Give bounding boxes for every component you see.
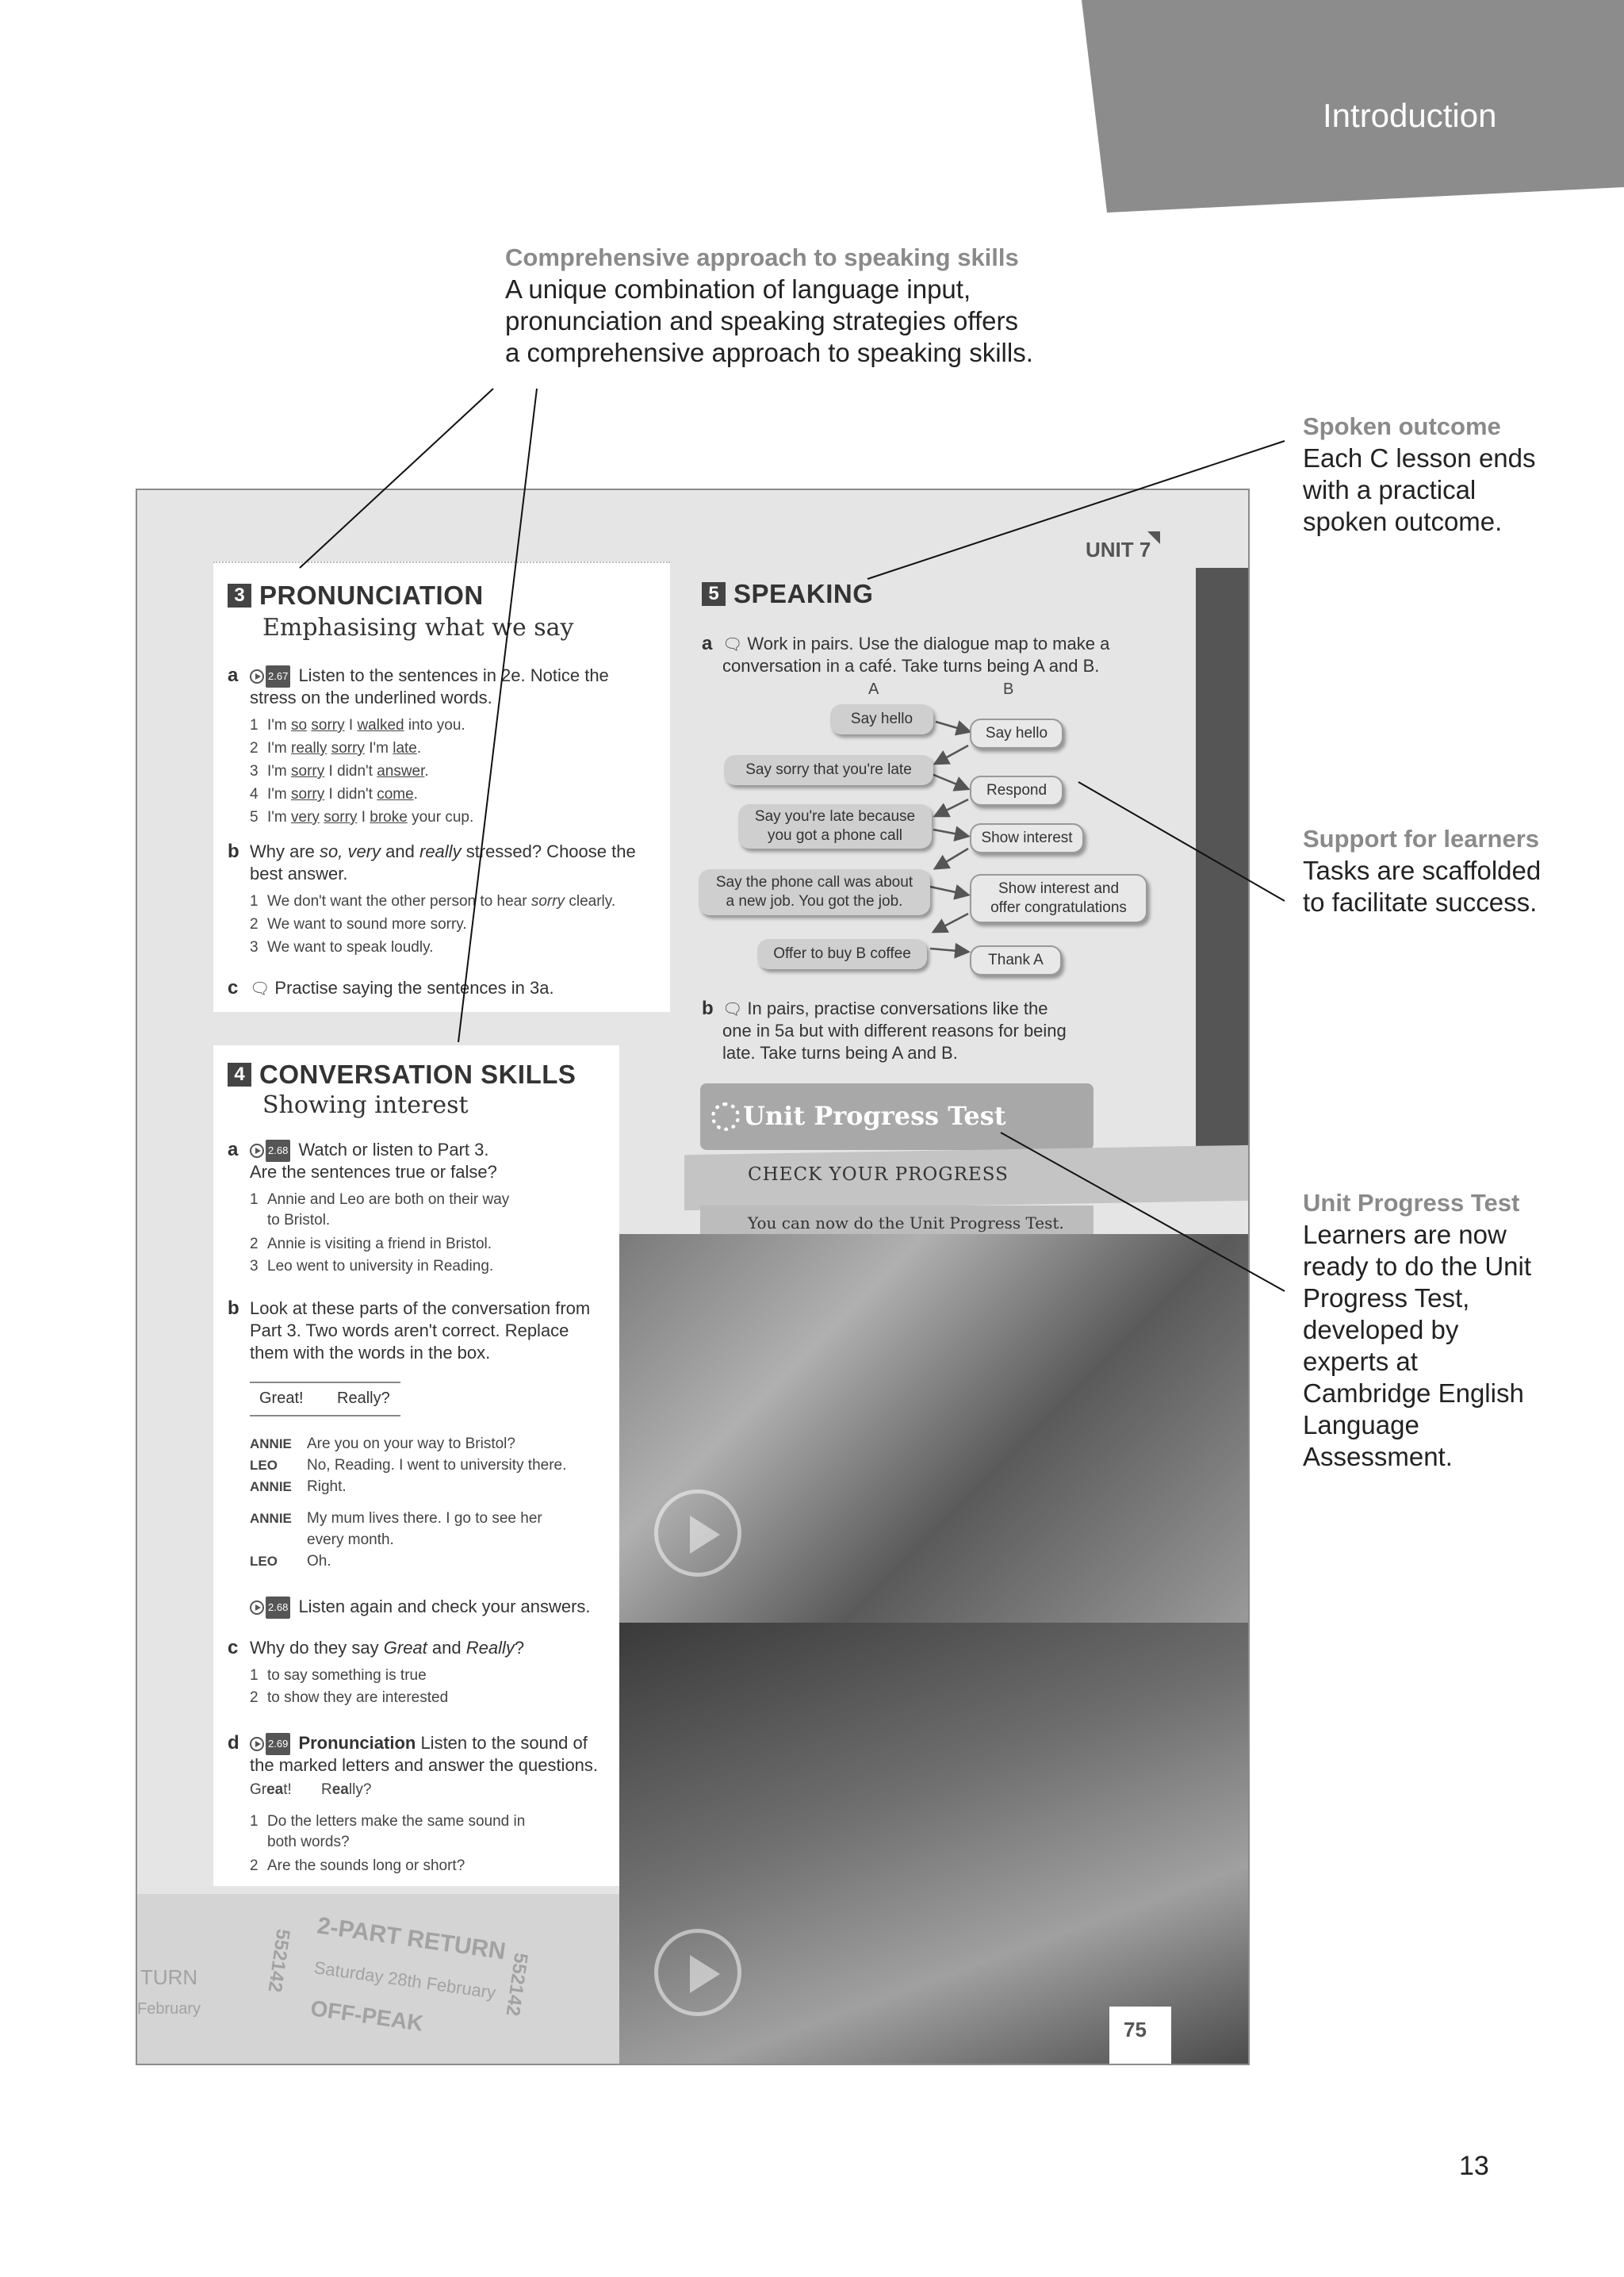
- ticket-title: 2-PART RETURN: [315, 1912, 508, 1965]
- item-text: I didn't: [324, 786, 377, 803]
- annotation-heading: Comprehensive approach to speaking skills: [505, 243, 1019, 271]
- exercise-letter: a: [228, 665, 239, 686]
- arrow: [936, 746, 968, 763]
- speaker-name: LEO: [250, 1458, 278, 1473]
- dialogue-map-bubble: [699, 869, 930, 915]
- item-number: 4: [250, 786, 259, 803]
- item-text: We want to sound more sorry.: [267, 916, 467, 933]
- book-page: [136, 489, 1250, 2065]
- bubble-text: Show interest: [981, 830, 1073, 846]
- progress-test-icon: [711, 1102, 740, 1131]
- instruction-text: conversation in a café. Take turns being A and B.: [722, 656, 1100, 676]
- item-number: 5: [250, 809, 259, 826]
- instruction-text: Work in pairs. Use the dialogue map to make a: [747, 634, 1110, 654]
- train-ticket-image: [137, 1894, 619, 2065]
- instruction-text: In pairs, practise conversations like the: [747, 999, 1048, 1018]
- annotation-heading: Spoken outcome: [1303, 412, 1501, 440]
- video-play-icon[interactable]: [654, 1489, 741, 1577]
- underlined-word: really: [291, 740, 327, 757]
- instruction-italic: Really: [465, 1638, 515, 1658]
- page-number: 13: [1459, 2151, 1489, 2181]
- book-page-number: 75: [1124, 2018, 1147, 2041]
- annotation-line: spoken outcome.: [1303, 507, 1503, 537]
- item-number: 2: [250, 1857, 259, 1874]
- annotation-line: A unique combination of language input,: [505, 274, 971, 305]
- instruction-text: Listen again and check your answers.: [298, 1597, 591, 1616]
- item-number: 2: [250, 740, 259, 757]
- instruction-italic: so, very: [320, 841, 381, 861]
- word-part: Gr: [250, 1781, 267, 1798]
- underlined-word: sorry: [291, 786, 325, 803]
- item-text: your cup.: [407, 809, 474, 826]
- bubble-text: Say sorry that you're late: [745, 761, 912, 778]
- speaker-name: ANNIE: [250, 1511, 292, 1526]
- arrow: [930, 949, 967, 952]
- marked-letters: ea: [266, 1781, 284, 1798]
- annotation-line: with a practical: [1303, 475, 1477, 505]
- annotation-line: Tasks are scaffolded: [1303, 856, 1542, 886]
- item-text: I'm: [267, 809, 292, 826]
- item-text: to show they are interested: [267, 1689, 449, 1706]
- instruction-text: them with the words in the box.: [250, 1343, 491, 1363]
- exercise-letter: b: [228, 1298, 239, 1319]
- dialogue-map-bubble: [970, 945, 1062, 976]
- annotation-line: a comprehensive approach to speaking skills.: [505, 338, 1033, 368]
- underlined-word: sorry: [331, 740, 365, 757]
- word-part: lly?: [348, 1781, 372, 1798]
- arrow: [932, 774, 967, 788]
- section-number: 4: [228, 1063, 251, 1087]
- dialogue-map-bubble: [970, 776, 1063, 806]
- dialogue-map-bubble: [970, 874, 1147, 923]
- instruction-text: Listen to the sound of: [416, 1733, 588, 1753]
- item-text: We want to speak loudly.: [267, 939, 434, 956]
- column-label: B: [1003, 680, 1014, 698]
- ticket-date: Saturday 28th February: [312, 1957, 497, 2003]
- section-subtitle: Emphasising what we say: [262, 614, 574, 642]
- item-number: 2: [250, 1236, 259, 1252]
- annotation-support-learners: [1303, 823, 1620, 918]
- annotation-heading: Unit Progress Test: [1303, 1189, 1520, 1217]
- item-text: Do the letters make the same sound in: [267, 1813, 526, 1830]
- audio-track-badge: 2.69: [266, 1733, 290, 1755]
- arrow: [935, 914, 968, 931]
- annotation-line: Learners are now: [1303, 1220, 1507, 1250]
- unit-label: UNIT 7: [1086, 538, 1151, 562]
- section-title: SPEAKING: [733, 579, 874, 608]
- item-text: .: [413, 786, 418, 803]
- item-text: Annie is visiting a friend in Bristol.: [267, 1236, 492, 1252]
- annotation-line: to facilitate success.: [1303, 887, 1538, 918]
- item-number: 3: [250, 939, 259, 956]
- dialogue-map-bubble: [830, 704, 933, 734]
- bubble-text: Respond: [986, 782, 1048, 799]
- dialogue-line: every month.: [307, 1531, 394, 1548]
- annotation-line: Each C lesson ends: [1303, 443, 1536, 473]
- item-number: 2: [250, 916, 259, 933]
- section-subtitle: Showing interest: [262, 1091, 469, 1119]
- exercise-letter: a: [702, 633, 713, 654]
- item-text: .: [416, 740, 422, 757]
- item-number: 1: [250, 893, 259, 910]
- item-number: 1: [250, 717, 259, 734]
- item-italic: sorry: [530, 893, 565, 910]
- annotation-comprehensive: [505, 242, 1060, 369]
- instruction-text: one in 5a but with different reasons for being: [722, 1021, 1067, 1041]
- bubble-text: Say hello: [850, 711, 914, 727]
- arrow: [933, 830, 967, 836]
- dialogue-map-bubble: [757, 939, 927, 969]
- column-label: A: [868, 680, 879, 698]
- instruction-text: best answer.: [250, 864, 348, 884]
- annotation-line: Progress Test,: [1303, 1283, 1470, 1313]
- dialogue-line: Are you on your way to Bristol?: [307, 1436, 515, 1452]
- section-number: 5: [702, 582, 726, 606]
- annotation-spoken-outcome: [1303, 411, 1604, 538]
- video-still-leo[interactable]: [619, 1234, 1250, 1623]
- ticket-serial: 552142: [501, 1951, 532, 2018]
- arrow: [936, 722, 968, 731]
- bubble-text: Show interest and: [998, 880, 1120, 897]
- instruction-italic: really: [419, 841, 462, 861]
- instruction-text: the marked letters and answer the questions.: [250, 1755, 599, 1775]
- underlined-word: broke: [370, 809, 408, 826]
- underlined-word: answer: [377, 763, 425, 780]
- arrow: [936, 799, 968, 815]
- bubble-text: Say hello: [985, 725, 1048, 742]
- instruction-text: Look at these parts of the conversation from: [250, 1298, 591, 1318]
- dialogue-line: Oh.: [307, 1553, 331, 1570]
- item-text: to Bristol.: [267, 1212, 331, 1229]
- exercise-letter: c: [228, 1637, 239, 1658]
- exercise-instruction: [722, 998, 1048, 1021]
- underlined-word: come: [377, 786, 414, 803]
- speaker-name: ANNIE: [250, 1436, 292, 1451]
- item-text: I'm: [364, 740, 393, 757]
- bubble-text: Say the phone call was about: [715, 874, 914, 891]
- arrow: [936, 849, 968, 868]
- item-number: 2: [250, 1689, 259, 1706]
- ticket-fragment: TURN: [140, 1965, 198, 1989]
- underlined-word: late: [393, 740, 417, 757]
- instruction-text: Are the sentences true or false?: [250, 1162, 497, 1182]
- item-text: I: [344, 717, 358, 734]
- word-part: R: [321, 1781, 332, 1798]
- video-play-icon[interactable]: [654, 1929, 741, 2016]
- speaker-name: LEO: [250, 1554, 278, 1569]
- underlined-word: sorry: [324, 809, 358, 826]
- item-text: I'm: [267, 717, 292, 734]
- instruction-text: and: [381, 841, 419, 861]
- instruction-bold: Pronunciation: [298, 1733, 416, 1753]
- item-text: I: [357, 809, 370, 826]
- dialogue-map-bubble: [738, 804, 932, 849]
- speech-bubble-icon: 🗨: [722, 636, 743, 654]
- dialogue-map-bubble: [970, 823, 1084, 853]
- instruction-text: stressed? Choose the: [461, 841, 636, 861]
- item-number: 3: [250, 1258, 259, 1275]
- check-progress-label: CHECK YOUR PROGRESS: [748, 1164, 1009, 1185]
- bubble-text: offer congratulations: [990, 899, 1127, 916]
- instruction-text: Part 3. Two words aren't correct. Replace: [250, 1321, 569, 1340]
- unit-progress-test-note: You can now do the Unit Progress Test.: [748, 1213, 1064, 1232]
- dialogue-line: No, Reading. I went to university there.: [307, 1457, 567, 1474]
- annotation-line: experts at: [1303, 1347, 1418, 1377]
- dialogue-line: My mum lives there. I go to see her: [307, 1510, 542, 1527]
- dialogue-line: Right.: [307, 1478, 347, 1495]
- item-text: Are the sounds long or short?: [267, 1857, 465, 1874]
- item-text: We don't want the other person to hear: [267, 893, 531, 910]
- dialogue-map-arrow-group: [930, 722, 968, 952]
- item-text: I'm: [267, 740, 292, 757]
- underlined-word: walked: [357, 717, 404, 734]
- instruction-text: Why are: [250, 841, 320, 861]
- unit-progress-test-title: Unit Progress Test: [743, 1101, 1006, 1131]
- page-section-title: Introduction: [1323, 97, 1497, 134]
- annotation-line: developed by: [1303, 1315, 1459, 1345]
- annotation-heading: Support for learners: [1303, 825, 1539, 853]
- ticket-fragment: February: [137, 2000, 201, 2018]
- arrow: [930, 887, 967, 895]
- instruction-text: Listen to the sentences in 2e. Notice the: [298, 665, 609, 685]
- annotation-line: Assessment.: [1303, 1442, 1453, 1472]
- item-text: to say something is true: [267, 1667, 427, 1684]
- instruction-text: late. Take turns being A and B.: [722, 1043, 958, 1063]
- item-number: 3: [250, 763, 259, 780]
- annotation-line: pronunciation and speaking strategies offers: [505, 306, 1018, 336]
- annotation-line: ready to do the Unit: [1303, 1252, 1532, 1282]
- underlined-word: very: [291, 809, 320, 826]
- underlined-word: so: [291, 717, 308, 734]
- word-part: t!: [283, 1781, 292, 1798]
- section-title: CONVERSATION SKILLS: [259, 1060, 576, 1089]
- instruction-text: Watch or listen to Part 3.: [298, 1140, 489, 1160]
- item-text: into you.: [404, 717, 465, 734]
- word-box-word: Great!: [259, 1390, 304, 1407]
- item-text: clearly.: [565, 893, 616, 910]
- exercise-letter: b: [702, 998, 714, 1019]
- video-still-annie[interactable]: [619, 1623, 1250, 2065]
- annotation-line: Cambridge English: [1303, 1378, 1524, 1409]
- item-number: 1: [250, 1813, 259, 1830]
- exercise-letter: a: [228, 1139, 239, 1160]
- item-text: both words?: [267, 1834, 350, 1850]
- item-text: .: [424, 763, 429, 780]
- annotation-line: Language: [1303, 1410, 1419, 1440]
- exercise-letter: c: [228, 977, 239, 999]
- instruction-italic: Great: [383, 1638, 427, 1658]
- instruction-text: Practise saying the sentences in 3a.: [274, 978, 554, 998]
- word-box-word: Really?: [337, 1390, 390, 1407]
- item-text: Annie and Leo are both on their way: [267, 1191, 510, 1208]
- speech-bubble-icon: 🗨: [722, 1001, 743, 1018]
- item-text: Leo went to university in Reading.: [267, 1258, 494, 1275]
- section-title: PRONUNCIATION: [259, 581, 484, 610]
- ticket-serial: 552142: [263, 1927, 294, 1994]
- bubble-text: Thank A: [988, 952, 1044, 968]
- instruction-text: stress on the underlined words.: [250, 688, 492, 707]
- exercise-letter: d: [228, 1732, 239, 1754]
- instruction-text: ?: [514, 1638, 525, 1658]
- instruction-text: and: [427, 1638, 466, 1658]
- audio-track-badge: 2.67: [266, 665, 290, 688]
- item-number: 1: [250, 1191, 259, 1208]
- underlined-word: sorry: [311, 717, 345, 734]
- ticket-fare: OFF-PEAK: [308, 1995, 425, 2036]
- dialogue-map-bubble: [724, 755, 933, 785]
- bubble-text: a new job. You got the job.: [726, 893, 903, 910]
- audio-track-badge: 2.68: [266, 1597, 290, 1619]
- item-text: I'm: [267, 786, 292, 803]
- dialogue-map-bubble: [970, 719, 1063, 749]
- speaker-name: ANNIE: [250, 1479, 292, 1494]
- marked-letters: ea: [331, 1781, 349, 1798]
- bubble-text: Say you're late because: [754, 808, 916, 825]
- bubble-text: Offer to buy B coffee: [773, 945, 911, 962]
- item-text: I'm: [267, 763, 292, 780]
- audio-track-badge: 2.68: [266, 1140, 290, 1162]
- annotation-unit-progress-test: [1303, 1187, 1565, 1473]
- bubble-text: you got a phone call: [767, 827, 903, 844]
- item-number: 1: [250, 1667, 259, 1684]
- speech-bubble-icon: 🗨: [250, 980, 270, 998]
- item-text: I didn't: [324, 763, 377, 780]
- exercise-letter: b: [228, 841, 239, 862]
- underlined-word: sorry: [291, 763, 325, 780]
- section-number: 3: [228, 584, 251, 608]
- instruction-text: Why do they say: [250, 1638, 384, 1658]
